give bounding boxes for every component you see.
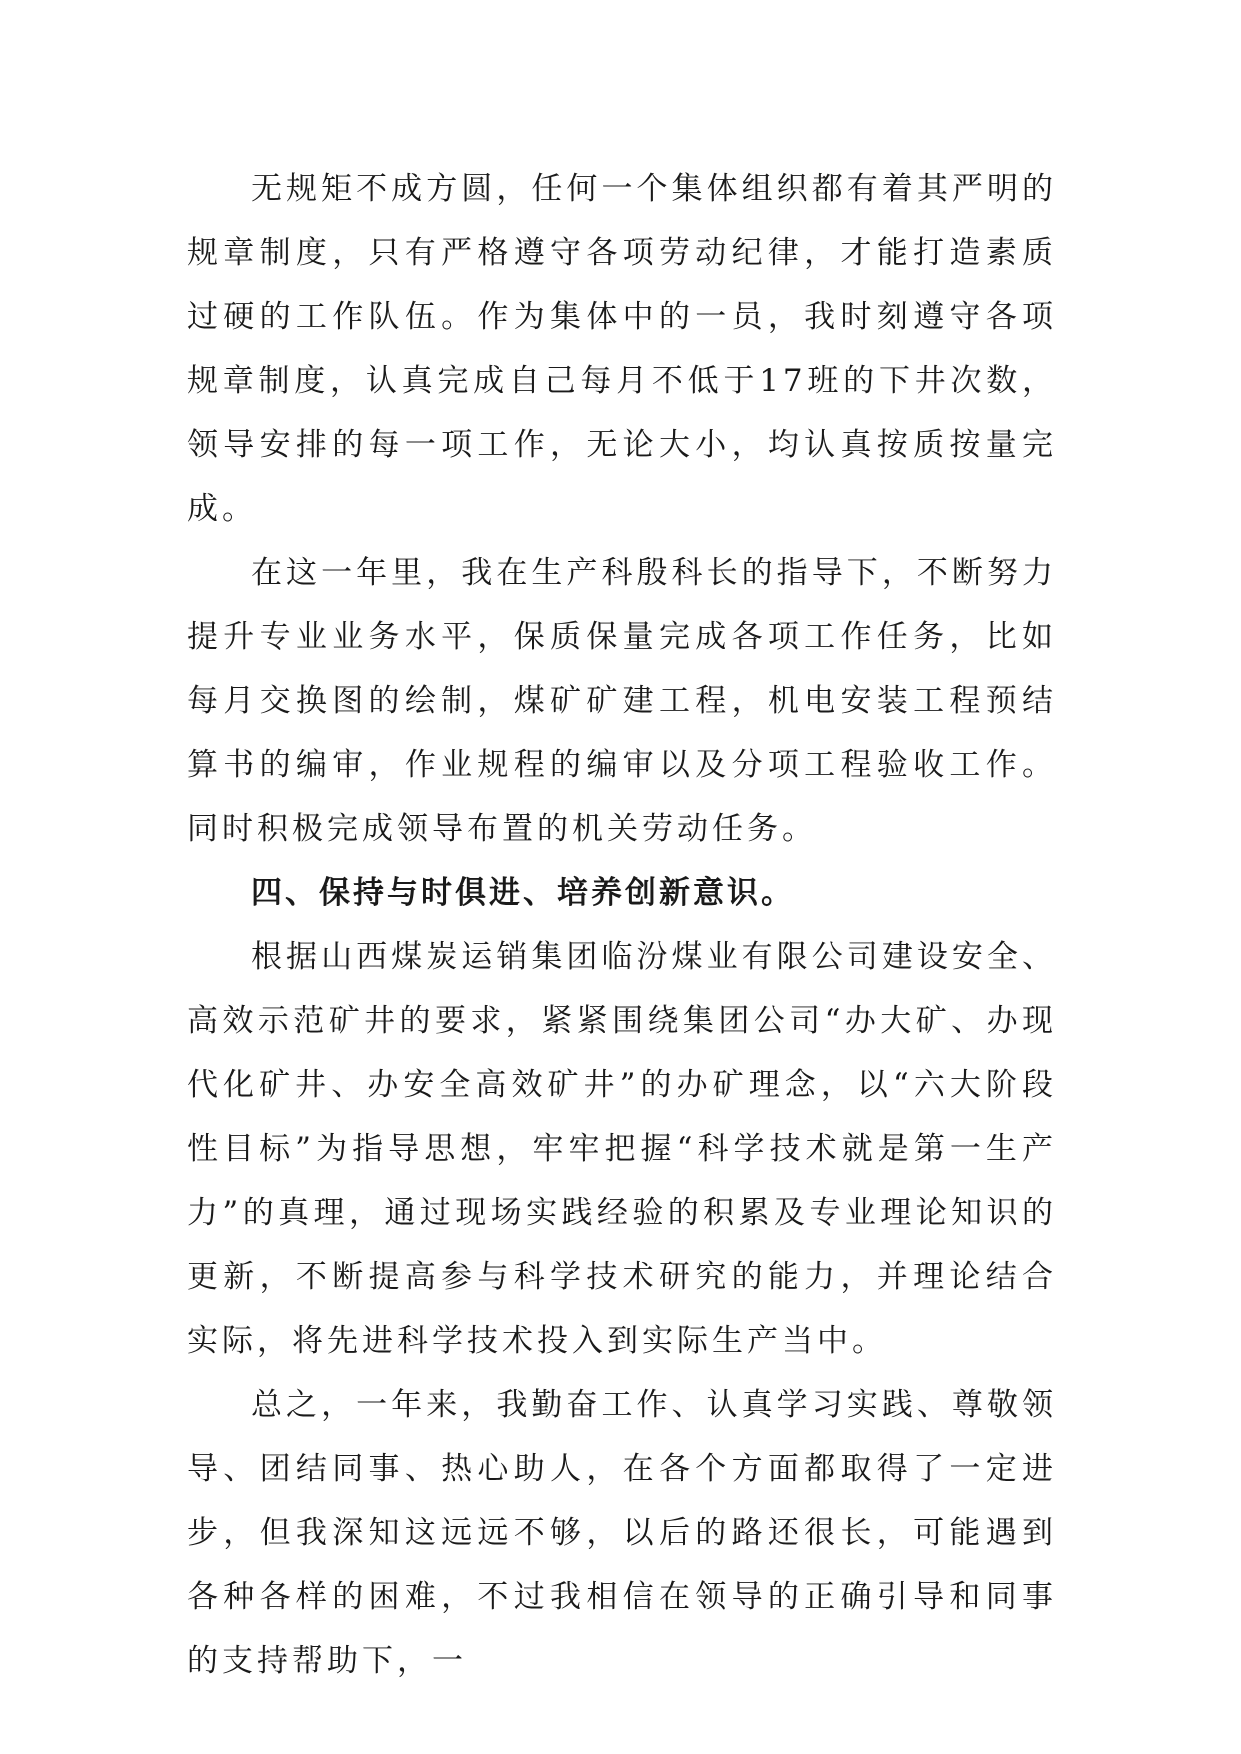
paragraph-work-tasks: 在这一年里，我在生产科殷科长的指导下，不断努力提升专业业务水平，保质保量完成各项工作任务，比如每月交换图的绘制，煤矿矿建工程，机电安装工程预结算书的编审，作业规程的编审以及分项工程验收工作。同时积极完成领导布置的机关劳动任务。 [187,555,1057,847]
paragraph-discipline: 无规矩不成方圆，任何一个集体组织都有着其严明的规章制度，只有严格遵守各项劳动纪律，才能打造素质过硬的工作队伍。作为集体中的一员，我时刻遵守各项规章制度，认真完成自己每月不低于17班的下井次数，领导安排的每一项工作，无论大小，均认真按质按量完成。 [187,171,1057,527]
paragraph-summary: 总之，一年来，我勤奋工作、认真学习实践、尊敬领导、团结同事、热心助人，在各个方面都取得了一定进步，但我深知这远远不够，以后的路还很长，可能遇到各种各样的困难，不过我相信在领导的正确引导和同事的支持帮助下，一 [187,1387,1057,1679]
document-body [187,157,1057,1693]
paragraph-innovation: 根据山西煤炭运销集团临汾煤业有限公司建设安全、高效示范矿井的要求，紧紧围绕集团公司“办大矿、办现代化矿井、办安全高效矿井”的办矿理念，以“六大阶段性目标”为指导思想，牢牢把握“科学技术就是第一生产力”的真理，通过现场实践经验的积累及专业理论知识的更新，不断提高参与科学技术研究的能力，并理论结合实际，将先进科学技术投入到实际生产当中。 [187,939,1057,1359]
section-heading: 四、保持与时俱进、培养创新意识。 [251,875,795,911]
